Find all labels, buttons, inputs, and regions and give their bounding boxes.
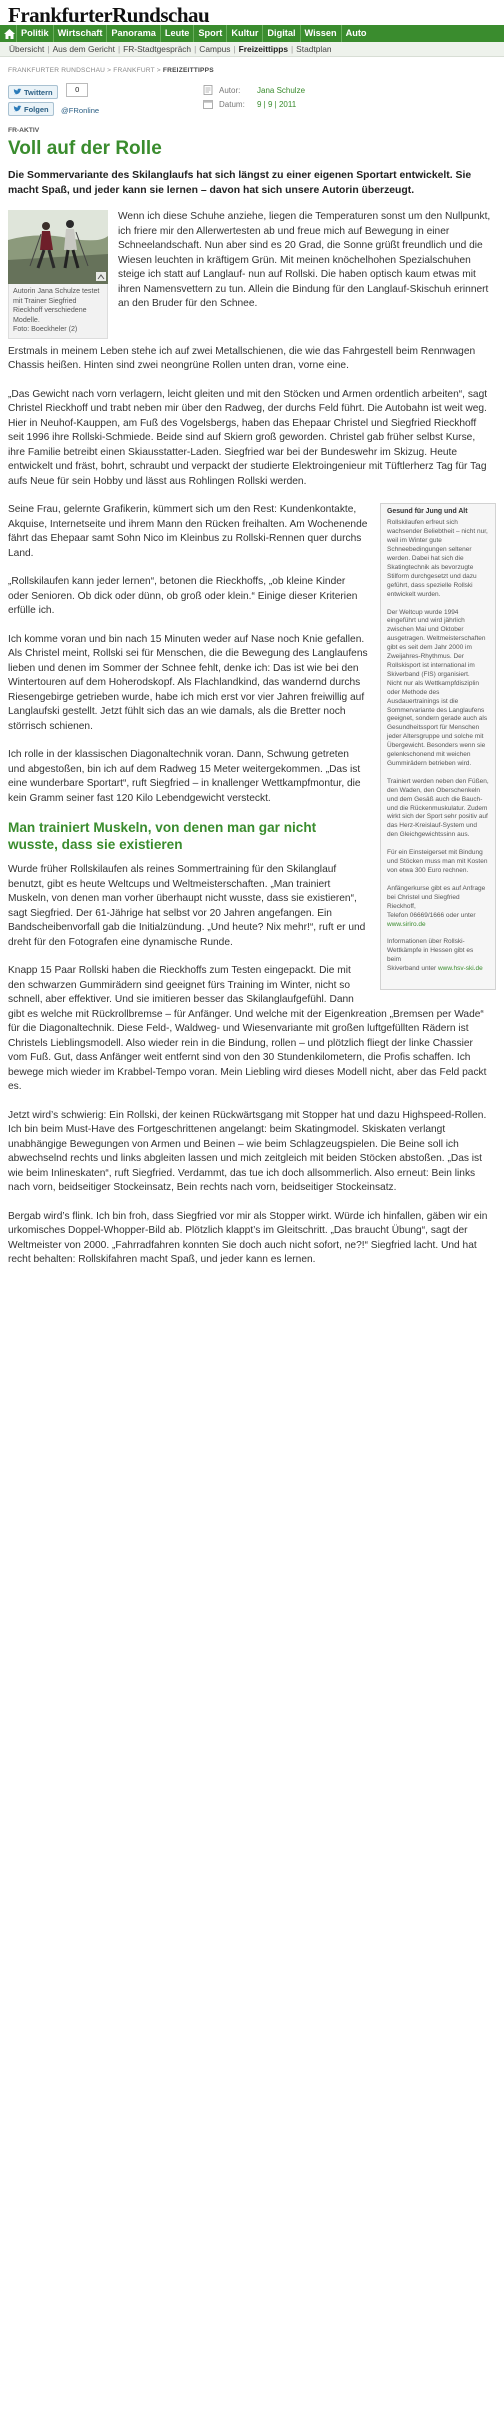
breadcrumb-frankfurt[interactable]: FRANKFURT: [113, 67, 155, 74]
siriro-link[interactable]: www.siriro.de: [387, 920, 426, 928]
subnav-item-stadtgespraech[interactable]: FR-Stadtgespräch: [123, 44, 192, 54]
site-logo[interactable]: FrankfurterRundschau: [8, 3, 210, 27]
article-body: [8, 210, 494, 1268]
divider: |: [233, 44, 236, 54]
article-paragraph: Wurde früher Rollskilaufen als reines Sommertraining für den Skilanglauf benutzt, gibt es heute Weltcups und Weltmeisterschaften. „Man trainiert Muskeln, von denen man vorher überhaupt nicht wusste, dass sie existieren“, sagt Siegfried. Der 61-Jährige hat selbst vor 20 Jahren angefangen. Ein Bandscheibenvorfall gab die Initialzündung. „Und heute? Nix mehr!“, ruft er und dreht für den Fotografen eine dynamische Runde.: [8, 864, 366, 948]
nav-item-wirtschaft[interactable]: Wirtschaft: [53, 25, 107, 42]
infobox-paragraph: Trainiert werden neben den Füßen, den Waden, den Oberschenkeln und dem Gesäß auch die Bauch- und die Rückenmuskulatur. Zudem wirkt sich der Sport sehr positiv auf das Herz-Kreislauf-System und den Gleichgewichtssinn aus.: [387, 777, 489, 839]
article-kicker: FR-AKTIV: [8, 127, 40, 134]
nav-item-wissen[interactable]: Wissen: [300, 25, 341, 42]
nav-item-sport[interactable]: Sport: [193, 25, 226, 42]
article-paragraph: Jetzt wird’s schwierig: Ein Rollski, der keinen Rückwärtsgang mit Stopper hat und dazu Highspeed-Rollen. Ich bin beim Must-Have des Fortgeschrittenen angelangt: beim Skatingmodel. Skiskaten verlangt unabhängige Bewegungen von Armen und Beinen – wie beim Schlagzeugspielen. Die Beine soll ich abwechselnd rechts und links abgleiten lassen und mich zeitgleich mit beiden Stöcken abstoßen. „Das ist wie beim Inlineskaten“, ruft Siegfried. Verdammt, das tue ich doch allsommerlich. Also erneut: Bein links nach vorn, beidseitiger Stockeinsatz, Bein rechts nach vorn, beidseitiger Stockeinsatz.: [8, 1109, 487, 1194]
article-title: Voll auf der Rolle: [8, 138, 162, 159]
infobox-courses: Anfängerkurse gibt es auf Anfrage bei Christel und Siegfried Rieckhoff, Telefon 06669/1666 oder unter www.siriro.de: [387, 884, 486, 928]
twitter-bird-icon: [13, 88, 22, 96]
divider: |: [47, 44, 50, 54]
divider: |: [290, 44, 294, 54]
subnav-item-campus[interactable]: Campus: [199, 44, 231, 54]
nav-item-leute[interactable]: Leute: [160, 25, 194, 42]
social-buttons: [8, 83, 193, 117]
author-label: Autor:: [219, 85, 241, 95]
main-navigation: [0, 25, 504, 42]
follow-button[interactable]: Folgen: [8, 102, 54, 116]
infobox-paragraph: Für ein Einsteigerset mit Bindung und Stöcken muss man mit Kosten von etwa 300 Euro rechnen.: [387, 849, 488, 874]
nav-item-politik[interactable]: Politik: [16, 25, 53, 42]
subnav-item-stadtplan[interactable]: Stadtplan: [296, 44, 332, 54]
breadcrumb: FRANKFURTER RUNDSCHAU > FRANKFURT > FREIZEITTIPPS: [8, 67, 214, 74]
nav-item-panorama[interactable]: Panorama: [106, 25, 159, 42]
article-paragraph: Knapp 15 Paar Rollski haben die Rieckhoffs zum Testen eingepackt. Die mit den schwarzen Gummirädern sind geeignet fürs Training im Winter, nicht so schnell, aber effektiver. Und sie imitieren besser das Skilanglaufgefühl. Dann gibt es welche mit Rückrollbremse – für Anfänger. Und welche mit der Eigenkreation „Bremsen per Wade“ für die Diagonaltechnik. Diese Feld-, Waldweg- und Wiesenvariante mit großen luftgefüllten Rädern ist Christels Lieblingsmodell. Also wieder rein in die Bindung, rollen – und plötzlich fliegt der linke Chassier vom Fuß. Gut, dass Anfänger weit entfernt sind von den 30 Stundenkilometern, die Profis schaffen. Ich bewege mich wieder im Krabbel-Tempo voran. Mein Liebling wird dieses Modell nicht, aber das Feld packt es.: [8, 965, 487, 1093]
divider: |: [117, 44, 121, 54]
author-icon: [203, 85, 213, 95]
infobox-paragraph: Rollskilaufen erfreut sich wachsender Beliebtheit – nicht nur, weil im Winter gute Schneebedingungen seltener werden. Dabei hat sich die Skatingtechnik als bevorzugte Stilform durchgesetzt und dazu geführt, dass spezielle Rollski entwickelt wurden.: [387, 519, 488, 598]
article-meta: [203, 83, 305, 117]
article-paragraph: Ich rolle in der klassischen Diagonaltechnik voran. Dann, Schwung getreten und abgestoßen, bin ich auf dem Radweg 15 Meter weitergekommen. „Das ist eine wunderbare Sportart“, ruft Siegfried – in knallenger Wettkampfmontur, die kein Gramm seiner fast 120 Kilo Lebendgewicht versteckt.: [8, 749, 361, 804]
photo-illustration: [8, 210, 108, 284]
article-paragraph: Ich komme voran und bin nach 15 Minuten weder auf Nase noch Knie gefallen. Als Christel meint, Rollski sei für Menschen, die die Bewegung des Langlaufens lieben und denen im Sommer der Schnee fehlt, denke ich: Das ist wie bei den Wintertouren auf dem Hoherodskopf. Als Flachlandkind, das wandernd durchs Riesengebirge getrieben wurde, habe ich mich erst vor vier Jahren freiwillig auf Langlaufski gestellt. Jetzt fühlt sich das an wie damals, als die Bretter noch störrisch schienen.: [8, 633, 368, 732]
infobox: [380, 503, 496, 990]
subnav-item-freizeittipps[interactable]: Freizeittipps: [238, 44, 288, 54]
article-photo[interactable]: [8, 210, 108, 284]
article-paragraph: „Rollskilaufen kann jeder lernen“, betonen die Rieckhoffs, „ob kleine Kinder oder Senioren. Ob dick oder dünn, ob groß oder klein.“ Einige dieser Kriterien erfülle ich.: [8, 576, 358, 617]
article-paragraph: Bergab wird’s flink. Ich bin froh, dass Siegfried vor mir als Stopper wirkt. Würde ich hinfallen, gäben wir ein urkomisches Doppel-Whopper-Bild ab. Plötzlich klappt’s im Gleitschritt. „Das braucht Übung“, sagt der Weltmeister von 2000. „Fahrradfahren konnten Sie doch auch nicht sofort, ne?!“ Siegfried lacht. Und hat recht behalten: Rollskifahren macht Spaß, und jeder kann es lernen.: [8, 1210, 488, 1266]
nav-item-kultur[interactable]: Kultur: [226, 25, 262, 42]
twitter-handle[interactable]: @FRonline: [61, 106, 100, 115]
twitter-button[interactable]: Twittern: [8, 85, 58, 99]
home-icon[interactable]: [2, 26, 16, 41]
breadcrumb-home[interactable]: FRANKFURTER RUNDSCHAU: [8, 67, 106, 74]
date-label: Datum:: [219, 99, 245, 109]
nav-item-digital[interactable]: Digital: [262, 25, 299, 42]
article-paragraph: Seine Frau, gelernte Grafikerin, kümmert sich um den Rest: Kundenkontakte, Akquise, Internetseite und ihrem Mann den Rücken freihalten. Am Wochenende fährt das Ehepaar samt Sohn Nico im Kleinbus zu Rollski-Rennen quer durchs Land.: [8, 504, 368, 559]
twitter-bird-icon: [13, 105, 22, 113]
article-paragraph: Erstmals in meinem Leben stehe ich auf zwei Metallschienen, die wie das Fahrgestell beim Rennwagen Chassis heißen. Hinten sind zwei neongrüne Rollen unten dran, vorne eine.: [8, 345, 476, 372]
publish-date: 9 | 9 | 2011: [257, 99, 297, 109]
nav-item-auto[interactable]: Auto: [341, 25, 371, 42]
article-figure: [8, 210, 108, 339]
subnav-item-gericht[interactable]: Aus dem Gericht: [52, 44, 115, 54]
calendar-icon: [203, 99, 213, 109]
tweet-count: 0: [66, 83, 88, 97]
infobox-paragraph: Der Weltcup wurde 1994 eingeführt und wird jährlich zwischen Mai und Oktober ausgetragen. Weltmeisterschaften gibt es seit dem Jahr 2000 im Zweijahres-Rhythmus. Der Rollskisport ist international im Skiverband (FIS) organisiert. Nicht nur als Wettkampfdisziplin oder Methode des Ausdauertrainings ist die Sommervariante des Langlaufens geeignet, sondern gerade auch als Gesundheitssport für Menschen jeder Altersgruppe und solche mit Übergewicht. Besonders wenn sie gelenkschonend mit weichen Gummirädern betrieben wird.: [387, 608, 488, 767]
infobox-title: Gesund für Jung und Alt: [387, 508, 468, 516]
article-subheading: Man trainiert Muskeln, von denen man gar nicht wusste, dass sie existieren: [8, 820, 317, 852]
hsv-ski-link[interactable]: www.hsv-ski.de: [437, 965, 483, 973]
photo-caption: Autorin Jana Schulze testet mit Trainer Siegfried Rieckhoff verschiedene Modelle. Foto: Boeckheler (2): [8, 284, 108, 339]
article-paragraph: Wenn ich diese Schuhe anziehe, liegen die Temperaturen sonst um den Nullpunkt, ich friere mir den Allerwertesten ab und freue mich auf Bewegung in einer Schneelandschaft. Nun aber sind es 20 Grad, die Sonne grüßt freundlich und die Wiesen leuchten in kräftigem Grün. Mit meinen knöchelhohen Spezialschuhen steige ich statt auf Langlauf- nun auf Rollski. Die haben optisch kaum etwas mit ihren Namensvettern zu tun. Allein die Bindung für den Langlauf-Skischuh erinnert an den Bruder für den Schnee.: [118, 211, 491, 309]
author-name[interactable]: Jana Schulze: [257, 85, 306, 95]
infobox-info: Informationen über Rollski-Wettkämpfe in Hessen gibt es beim Skiverband unter www.hsv-ski.de: [387, 938, 483, 973]
subnav-item-uebersicht[interactable]: Übersicht: [9, 44, 45, 54]
sub-navigation: [0, 42, 504, 57]
divider: |: [194, 44, 197, 54]
article-lead: Die Sommervariante des Skilanglaufs hat sich längst zu einer eigenen Sportart entwickelt. Sie macht Spaß, und jeder kann sie lernen – davon hat sich unsere Autorin überzeugt.: [8, 170, 472, 196]
masthead: [0, 0, 504, 25]
article-paragraph: „Das Gewicht nach vorn verlagern, leicht gleiten und mit den Stöcken und Armen ordentlich arbeiten“, sagt Christel Rieckhoff und trabt neben mir über den Radweg, der durchs Feld führt. Die Autobahn ist weit weg. Hier in Neuhof-Kauppen, am Fuß des Vogelsbergs, haben das Ehepaar Christel und Siegfried Rieckhoff seit 1996 ihre Rollski-Schmiede. Beide sind auf Skiern groß geworden. Christel gab früher selbst Kurse, ihre Familie betreibt einen Skiausstatter-Laden. Siegfried war bei der Bundeswehr im Skizug. Heute entwickelt und fräst, bohrt, schraubt und verpackt der studierte Elektroingenieur mit Tüftlerherz Tag für Tag aufs Neue für sein Hobby und lässt aus Rohlingen Rollski werden.: [8, 388, 488, 487]
social-and-meta: [8, 83, 504, 117]
breadcrumb-current: FREIZEITTIPPS: [162, 67, 214, 74]
